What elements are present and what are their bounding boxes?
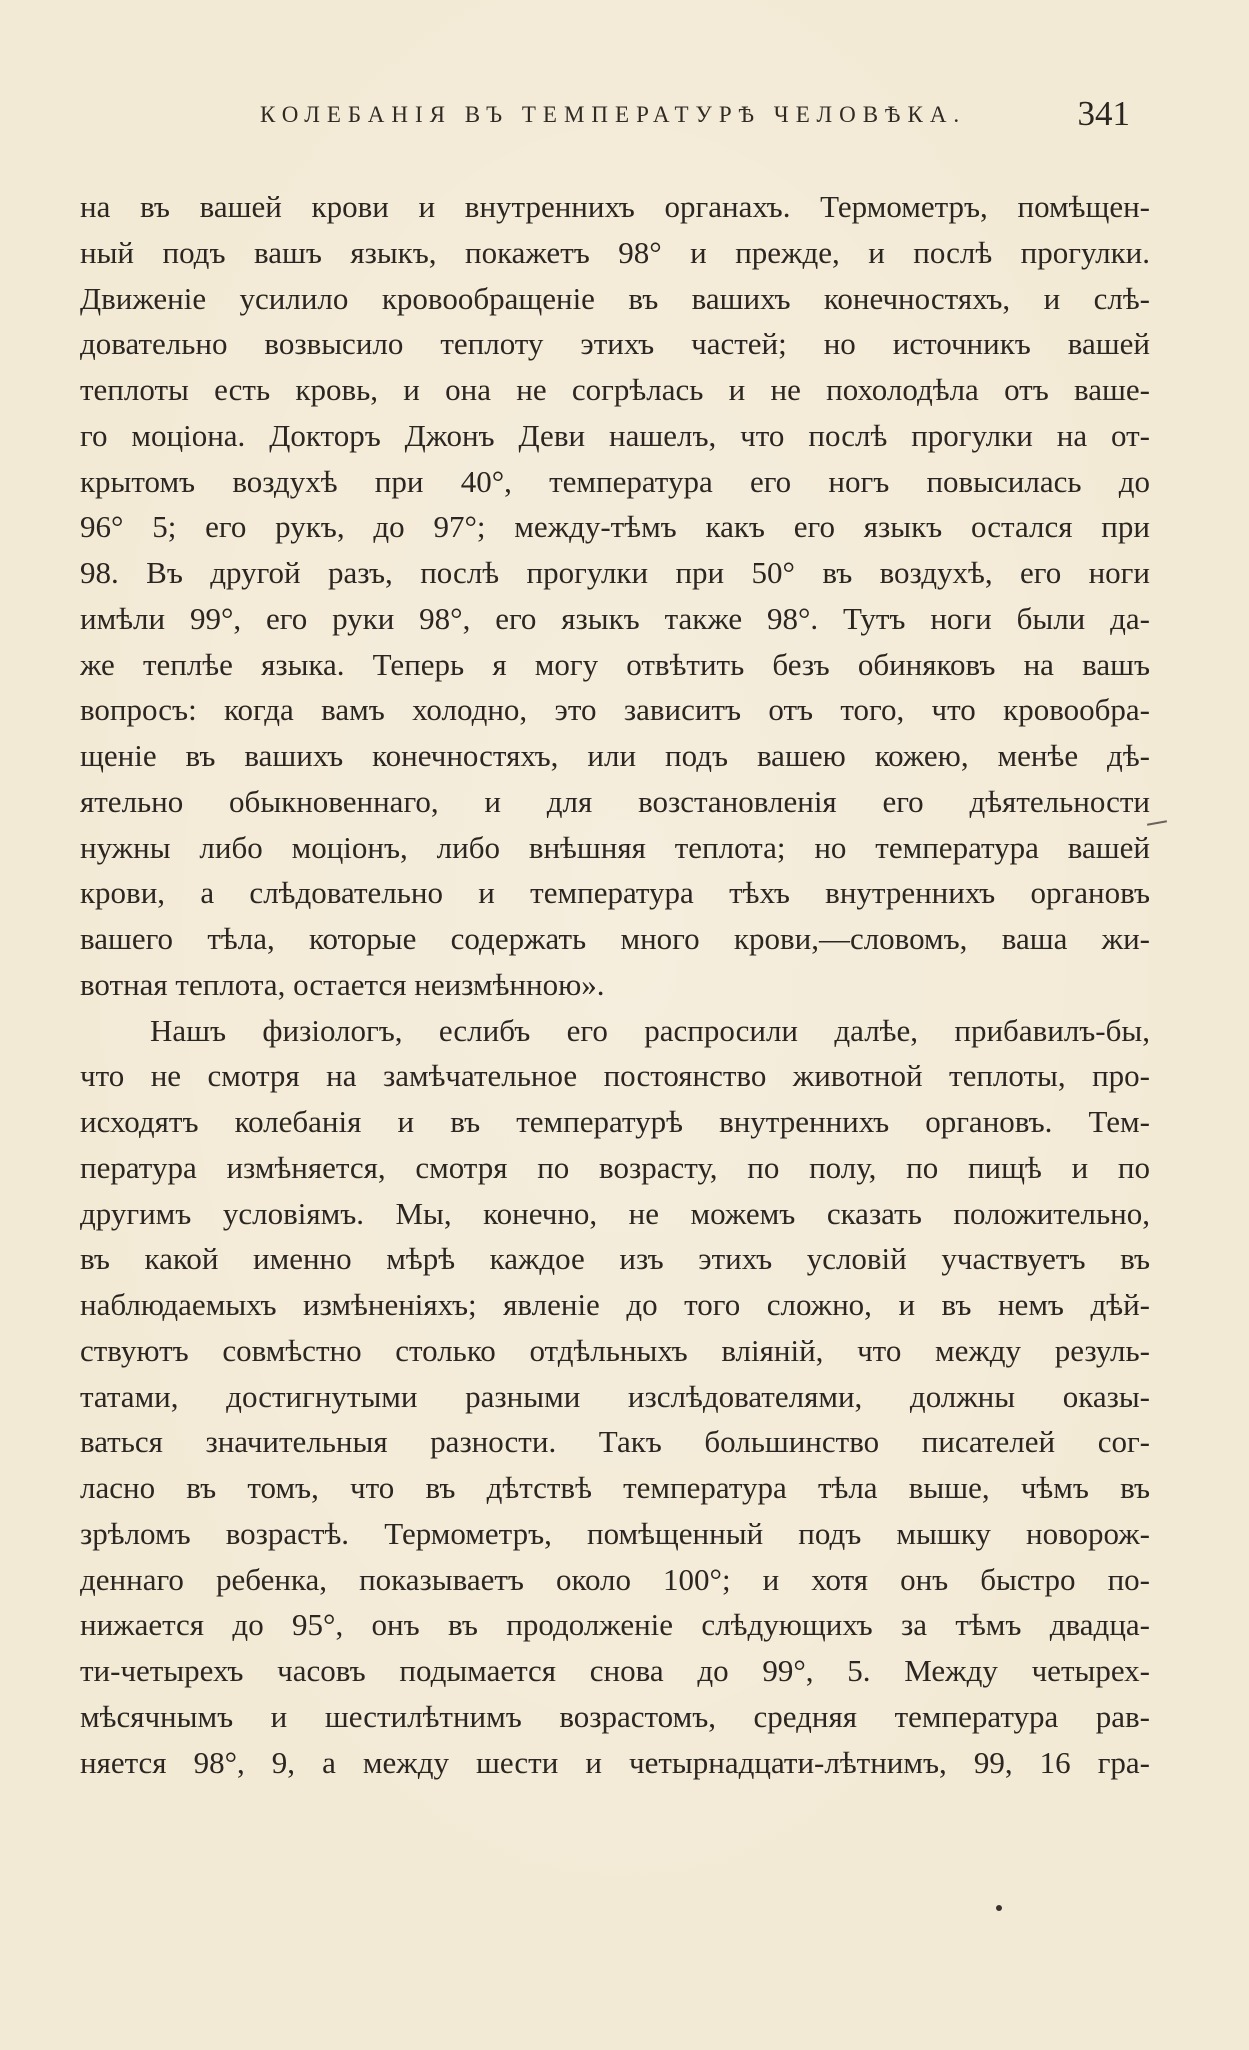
body-text — [80, 184, 1150, 1785]
text-line: няется 98°, 9, а между шести и четырнадцати-лѣтнимъ, 99, 16 гра- — [80, 1744, 1150, 1780]
text-line: имѣли 99°, его руки 98°, его языкъ также 98°. Тутъ ноги были да- — [80, 600, 1150, 636]
ink-dot — [996, 1905, 1002, 1911]
text-line: крови, а слѣдовательно и температура тѣхъ внутреннихъ органовъ — [80, 875, 1150, 911]
text-line: мѣсячнымъ и шестилѣтнимъ возрастомъ, средняя температура рав- — [80, 1698, 1150, 1734]
text-line: на въ вашей крови и внутреннихъ органахъ. Термометръ, помѣщен- — [80, 189, 1150, 224]
text-line: Движеніе усилило кровообращеніе въ вашихъ конечностяхъ, и слѣ- — [80, 280, 1150, 316]
paragraph-2 — [80, 1008, 1150, 1786]
text-line: 96° 5; его рукъ, до 97°; между-тѣмъ какъ его языкъ остался при — [80, 509, 1150, 545]
text-line: вопросъ: когда вамъ холодно, это зависитъ отъ того, что кровообра- — [80, 692, 1150, 728]
text-line: исходятъ колебанія и въ температурѣ внутреннихъ органовъ. Тем- — [80, 1104, 1150, 1139]
running-title: КОЛЕБАНІЯ ВЪ ТЕМПЕРАТУРѢ ЧЕЛОВѢКА. — [260, 102, 967, 127]
text-line: зрѣломъ возрастѣ. Термометръ, помѣщенный подъ мышку новорож- — [80, 1515, 1150, 1551]
text-line: теплоты есть кровь, и она не согрѣлась и не похолодѣла отъ ваше- — [80, 372, 1150, 407]
text-line: ятельно обыкновеннаго, и для возстановленія его дѣятельности — [80, 783, 1150, 819]
text-line: ный подъ вашъ языкъ, покажетъ 98° и прежде, и послѣ прогулки. — [80, 234, 1150, 270]
text-line: нужны либо моціонъ, либо внѣшняя теплота; но температура вашей — [80, 829, 1150, 865]
text-line: крытомъ воздухѣ при 40°, температура его ногъ повысилась до — [80, 463, 1150, 499]
text-line: Нашъ физіологъ, еслибъ его распросили далѣе, прибавилъ-бы, — [150, 1012, 1150, 1048]
text-line: щеніе въ вашихъ конечностяхъ, или подъ вашею кожею, менѣе дѣ- — [80, 738, 1150, 773]
text-line: деннаго ребенка, показываетъ около 100°; и хотя онъ быстро по- — [80, 1561, 1150, 1597]
text-line: нижается до 95°, онъ въ продолженіе слѣдующихъ за тѣмъ двадца- — [80, 1607, 1150, 1643]
text-line: въ какой именно мѣрѣ каждое изъ этихъ условій участвуетъ въ — [80, 1241, 1150, 1277]
text-line: ти-четырехъ часовъ подымается снова до 99°, 5. Между четырех- — [80, 1653, 1150, 1688]
text-line: наблюдаемыхъ измѣненіяхъ; явленіе до того сложно, и въ немъ дѣй- — [80, 1287, 1150, 1322]
text-line: 98. Въ другой разъ, послѣ прогулки при 50° въ воздухѣ, его ноги — [80, 555, 1150, 590]
text-line: вашего тѣла, которые содержать много крови,—словомъ, ваша жи- — [80, 921, 1150, 956]
text-line: довательно возвысило теплоту этихъ частей; но источникъ вашей — [80, 326, 1150, 362]
text-line: вотная теплота, остается неизмѣнною». — [80, 966, 605, 1002]
text-line: татами, достигнутыми разными изслѣдователями, должны оказы- — [80, 1378, 1150, 1414]
text-line: ласно въ томъ, что въ дѣтствѣ температура тѣла выше, чѣмъ въ — [80, 1470, 1150, 1505]
text-line: другимъ условіямъ. Мы, конечно, не можемъ сказать положительно, — [80, 1195, 1150, 1231]
page-number: 341 — [1077, 94, 1130, 133]
text-line: ваться значительныя разности. Такъ большинство писателей сог- — [80, 1424, 1150, 1460]
text-line: го моціона. Докторъ Джонъ Деви нашелъ, что послѣ прогулки на от- — [80, 417, 1150, 453]
running-header — [240, 94, 1130, 138]
text-line: что не смотря на замѣчательное постоянство животной теплоты, про- — [80, 1058, 1150, 1094]
paragraph-1 — [80, 184, 1150, 1008]
text-line: ствуютъ совмѣстно столько отдѣльныхъ вліяній, что между резуль- — [80, 1332, 1150, 1368]
text-line: же теплѣе языка. Теперь я могу отвѣтить безъ обиняковъ на вашъ — [80, 646, 1150, 682]
text-line: пература измѣняется, смотря по возрасту, по полу, по пищѣ и по — [80, 1149, 1150, 1185]
